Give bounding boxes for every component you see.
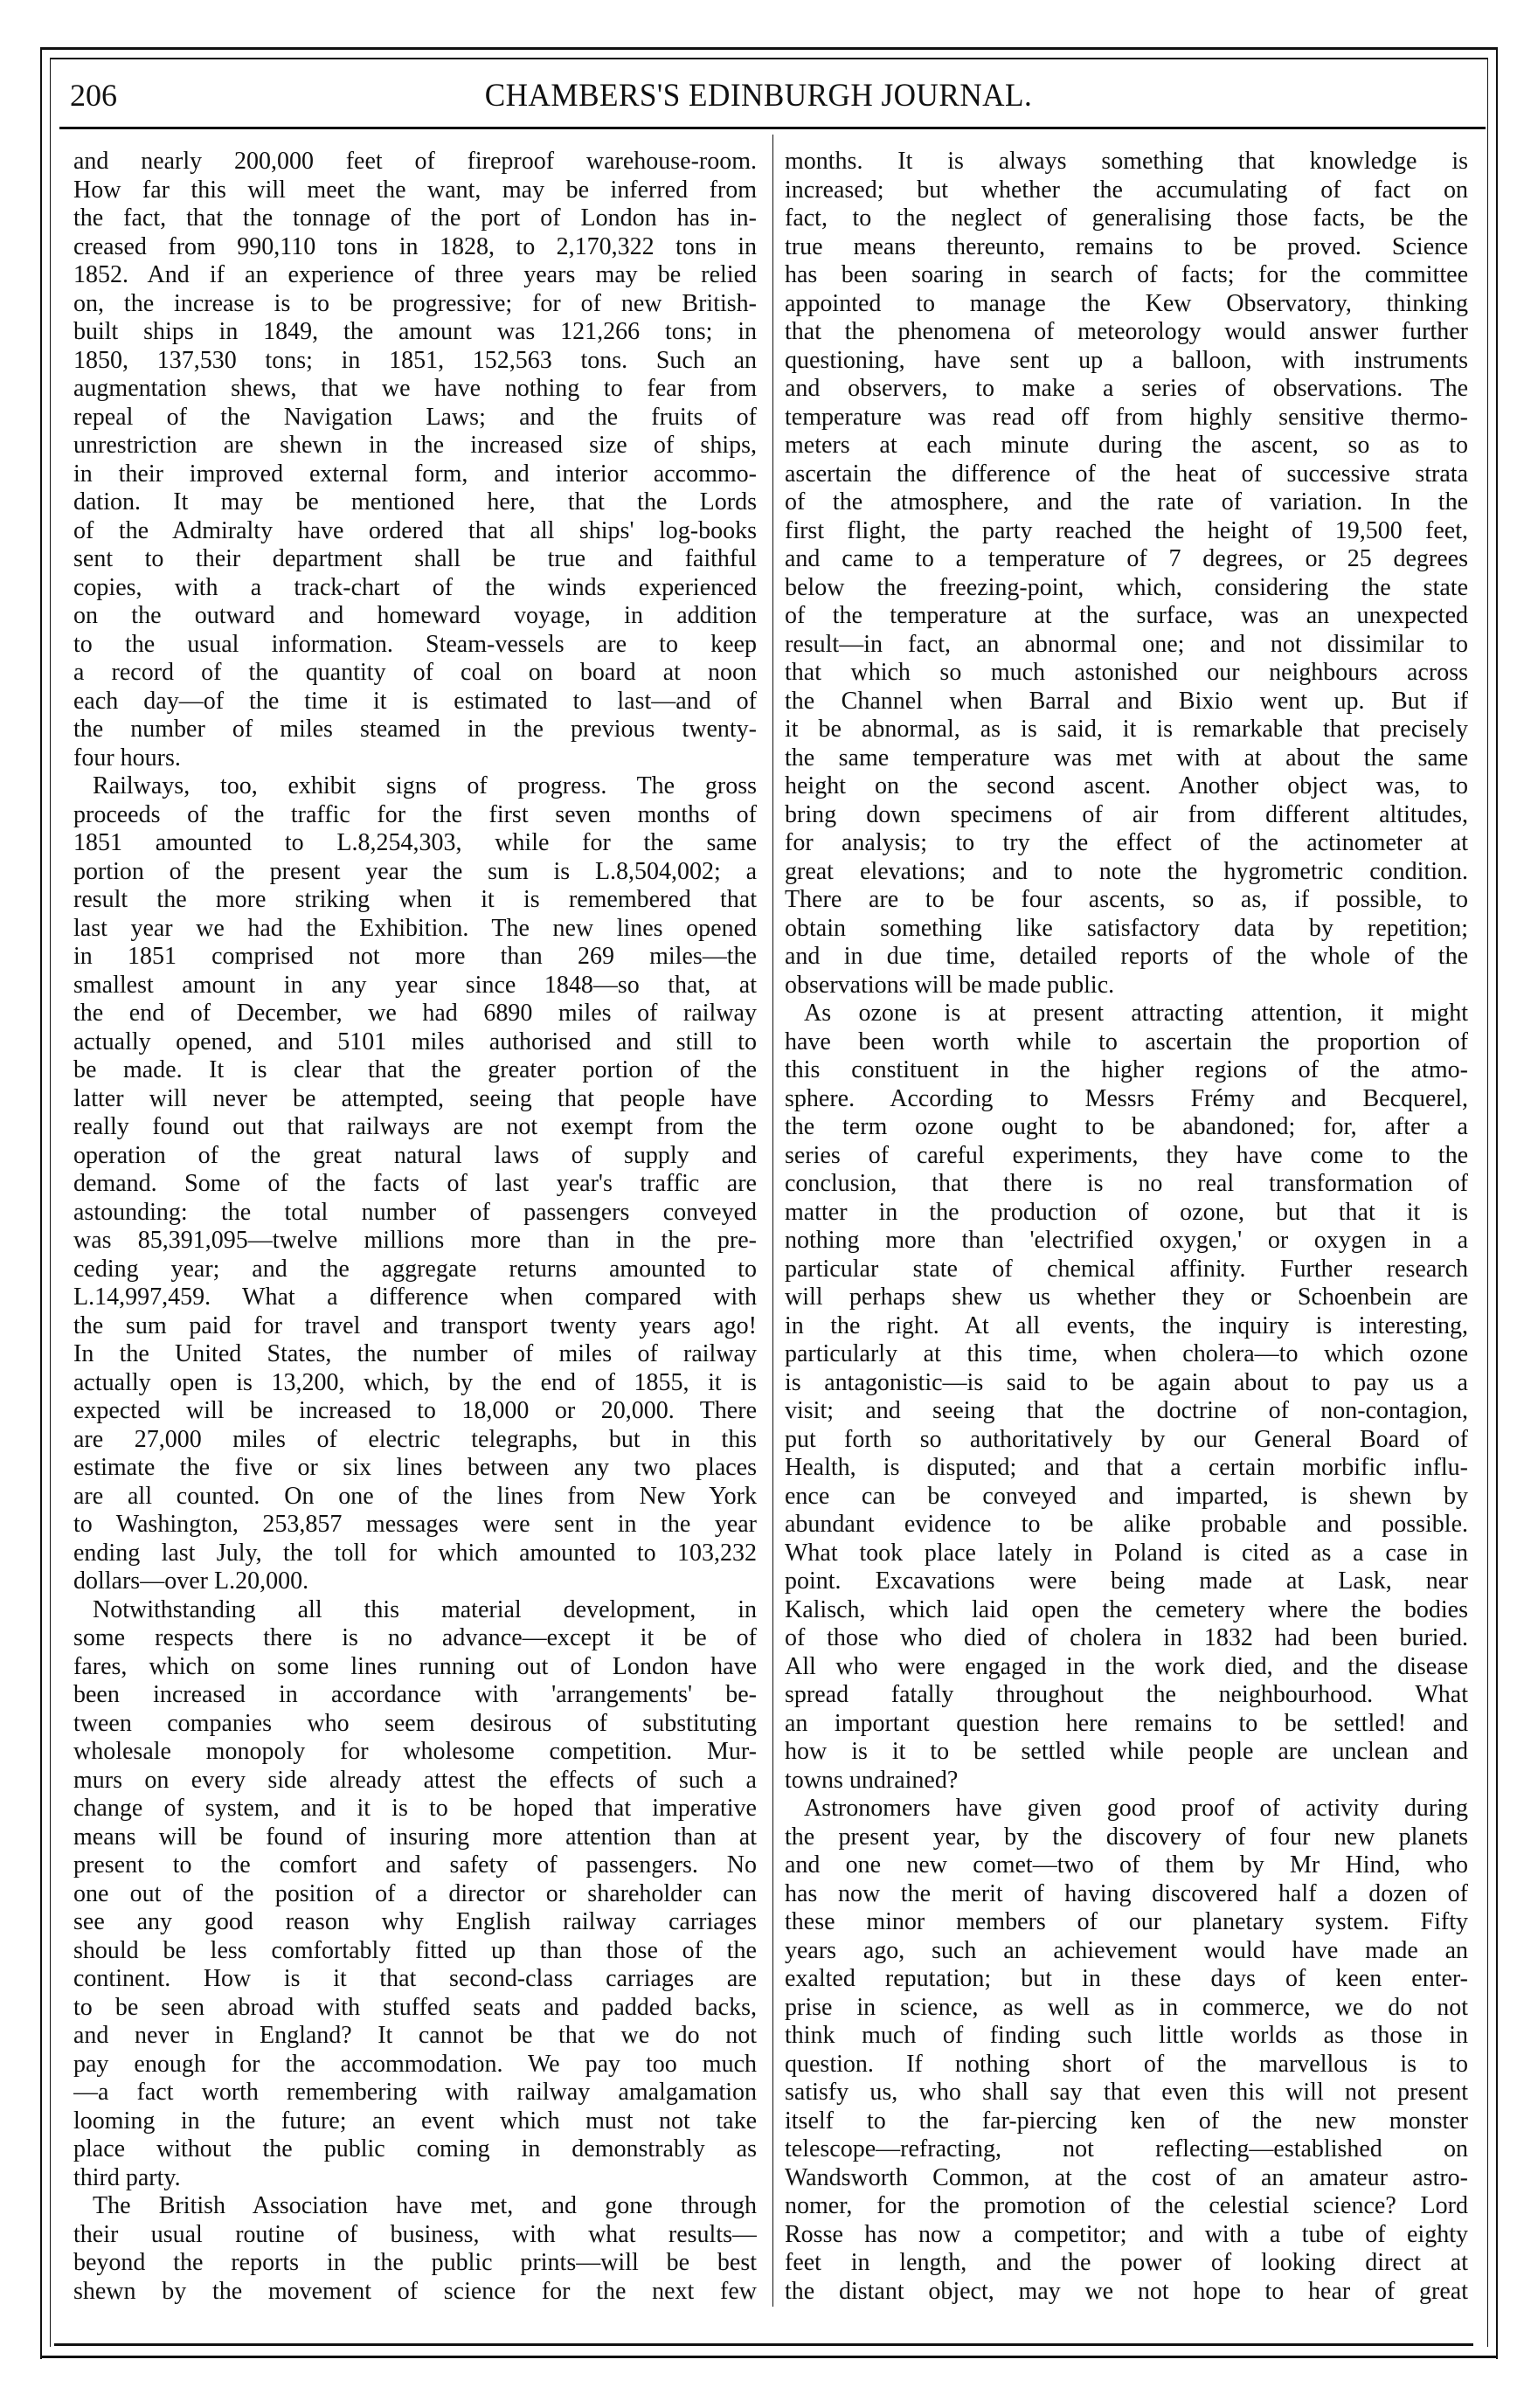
- text-line: have been worth while to ascertain the proportion of: [785, 1028, 1468, 1055]
- text-line: are 27,000 miles of electric telegraphs, but in this: [73, 1425, 757, 1453]
- text-line: and came to a temperature of 7 degrees, or 25 degrees: [785, 545, 1468, 572]
- text-line: increased; but whether the accumulating of fact on: [785, 176, 1468, 204]
- text-line: 1850, 137,530 tons; in 1851, 152,563 tons. Such an: [73, 346, 757, 374]
- text-line: four hours.: [73, 744, 181, 772]
- text-line: tween companies who seem desirous of substituting: [73, 1709, 757, 1737]
- text-line: the end of December, we had 6890 miles of railway: [73, 1000, 757, 1027]
- text-line: was 85,391,095—twelve millions more than in the pre-: [73, 1227, 757, 1254]
- text-line: months. It is always something that knowledge is: [785, 148, 1468, 175]
- frame-right-inner-rule: [1487, 58, 1488, 2347]
- text-line: dollars—over L.20,000.: [73, 1567, 309, 1595]
- text-line: first flight, the party reached the height of 19,500 feet,: [785, 516, 1468, 544]
- text-line: has now the merit of having discovered half a dozen of: [785, 1879, 1468, 1907]
- text-line: repeal of the Navigation Laws; and the fruits of: [73, 403, 757, 431]
- text-line: are all counted. On one of the lines from New York: [73, 1482, 757, 1510]
- text-line: pay enough for the accommodation. We pay too much: [73, 2050, 757, 2078]
- text-line: murs on every side already attest the effects of such a: [73, 1766, 757, 1794]
- text-line: each day—of the time it is estimated to last—and of: [73, 687, 757, 715]
- page-number: 206: [70, 78, 117, 113]
- text-line: —a fact worth remembering with railway amalgamation: [73, 2079, 757, 2106]
- text-line: present to the comfort and safety of passengers. No: [73, 1851, 757, 1879]
- text-line: for analysis; to try the effect of the actinometer at: [785, 829, 1468, 856]
- text-line: smallest amount in any year since 1848—so that, at: [73, 971, 757, 999]
- text-line: the sum paid for travel and transport twenty years ago!: [73, 1311, 757, 1339]
- text-line: to be seen abroad with stuffed seats and padded backs,: [73, 1993, 757, 2021]
- text-line: Railways, too, exhibit signs of progress. The gross: [93, 772, 757, 799]
- text-line: is antagonistic—is said to be again about to pay us a: [785, 1368, 1468, 1396]
- text-line: some respects there is no advance—except it be of: [73, 1624, 757, 1651]
- text-line: operation of the great natural laws of supply and: [73, 1141, 757, 1169]
- text-line: towns undrained?: [785, 1766, 959, 1794]
- text-line: nothing more than 'electrified oxygen,' or oxygen in a: [785, 1227, 1468, 1254]
- text-line: question. If nothing short of the marvellous is to: [785, 2050, 1468, 2078]
- text-line: satisfy us, who shall say that even this will not present: [785, 2079, 1468, 2106]
- text-line: itself to the far-piercing ken of the new monster: [785, 2107, 1468, 2135]
- paragraph: [73, 772, 757, 1596]
- text-line: dation. It may be mentioned here, that the Lords: [73, 488, 757, 516]
- text-line: conclusion, that there is no real transformation of: [785, 1170, 1468, 1197]
- paragraph: [785, 1795, 1468, 2306]
- text-line: exalted reputation; but in these days of keen enter-: [785, 1965, 1468, 1992]
- text-line: of those who died of cholera in 1832 had been buried.: [785, 1624, 1468, 1651]
- text-line: There are to be four ascents, so as, if possible, to: [785, 886, 1468, 913]
- frame-left-inner-rule: [50, 58, 51, 2347]
- text-line: been increased in accordance with 'arrangements' be-: [73, 1681, 757, 1708]
- text-line: matter in the production of ozone, but that it is: [785, 1198, 1468, 1226]
- paragraph: [73, 148, 757, 772]
- text-line: Kalisch, which laid open the cemetery where the bodies: [785, 1595, 1468, 1623]
- text-line: put forth so authoritatively by our General Board of: [785, 1425, 1468, 1453]
- text-line: 1851 amounted to L.8,254,303, while for the same: [73, 829, 757, 856]
- text-line: height on the second ascent. Another object was, to: [785, 772, 1468, 799]
- text-line: ence can be conveyed and imparted, is shewn by: [785, 1482, 1468, 1510]
- journal-title: CHAMBERS'S EDINBURGH JOURNAL.: [484, 78, 1033, 114]
- text-line: the distant object, may we not hope to hear of great: [785, 2277, 1468, 2305]
- text-line: below the freezing-point, which, considering the state: [785, 573, 1468, 601]
- text-line: one out of the position of a director or shareholder can: [73, 1879, 757, 1907]
- text-line: appointed to manage the Kew Observatory, thinking: [785, 289, 1468, 317]
- text-line: years ago, such an achievement would have made an: [785, 1936, 1468, 1964]
- text-line: ascertain the difference of the heat of successive strata: [785, 460, 1468, 488]
- text-line: nomer, for the promotion of the celestial science? Lord: [785, 2192, 1468, 2219]
- text-line: ceding year; and the aggregate returns amounted to: [73, 1255, 757, 1283]
- text-line: it be abnormal, as is said, it is remarkable that precisely: [785, 716, 1468, 743]
- text-line: Health, is disputed; and that a certain morbific influ-: [785, 1454, 1468, 1481]
- text-line: looming in the future; an event which must not take: [73, 2107, 757, 2135]
- text-line: true means thereunto, remains to be proved. Science: [785, 232, 1468, 260]
- text-line: in the right. At all events, the inquiry is interesting,: [785, 1311, 1468, 1339]
- text-line: to the usual information. Steam-vessels are to keep: [73, 630, 757, 658]
- text-line: means will be found of insuring more attention than at: [73, 1823, 757, 1851]
- text-line: that which so much astonished our neighbours across: [785, 659, 1468, 686]
- text-line: What took place lately in Poland is cited as a case in: [785, 1539, 1468, 1567]
- text-line: point. Excavations were being made at Lask, near: [785, 1567, 1468, 1595]
- text-line: How far this will meet the want, may be inferred from: [73, 176, 757, 204]
- text-line: this constituent in the higher regions of the atmo-: [785, 1056, 1468, 1083]
- text-line: In the United States, the number of miles of railway: [73, 1340, 757, 1367]
- text-line: and never in England? It cannot be that we do not: [73, 2022, 757, 2049]
- text-line: think much of finding such little worlds as those in: [785, 2022, 1468, 2049]
- text-line: series of careful experiments, they have come to the: [785, 1141, 1468, 1169]
- text-line: how is it to be settled while people are unclean and: [785, 1738, 1468, 1765]
- text-line: portion of the present year the sum is L.8,504,002; a: [73, 857, 757, 885]
- text-line: the present year, by the discovery of four new planets: [785, 1823, 1468, 1851]
- text-line: place without the public coming in demonstrably as: [73, 2135, 757, 2162]
- text-line: third party.: [73, 2163, 181, 2191]
- text-line: of the atmosphere, and the rate of variation. In the: [785, 488, 1468, 516]
- text-line: copies, with a track-chart of the winds experienced: [73, 573, 757, 601]
- text-line: will perhaps shew us whether they or Schoenbein are: [785, 1284, 1468, 1311]
- text-line: continent. How is it that second-class carriages are: [73, 1965, 757, 1992]
- text-line: shewn by the movement of science for the next few: [73, 2277, 757, 2305]
- text-line: unrestriction are shewn in the increased size of ships,: [73, 432, 757, 459]
- text-line: on the outward and homeward voyage, in addition: [73, 602, 757, 629]
- text-line: beyond the reports in the public prints—will be best: [73, 2249, 757, 2276]
- text-line: built ships in 1849, the amount was 121,266 tons; in: [73, 318, 757, 345]
- text-line: a record of the quantity of coal on board at noon: [73, 659, 757, 686]
- text-line: actually open is 13,200, which, by the end of 1855, it is: [73, 1368, 757, 1396]
- text-line: result—in fact, an abnormal one; and not dissimilar to: [785, 630, 1468, 658]
- text-line: sent to their department shall be true and faithful: [73, 545, 757, 572]
- frame-bottom-outer-rule: [40, 2356, 1496, 2358]
- text-line: L.14,997,459. What a difference when compared with: [73, 1284, 757, 1311]
- text-line: change of system, and it is to be hoped that imperative: [73, 1795, 757, 1822]
- paragraph: [73, 1596, 757, 2193]
- text-line: really found out that railways are not exempt from the: [73, 1113, 757, 1140]
- text-line: prise in science, as well as in commerce, we do not: [785, 1993, 1468, 2021]
- text-line: great elevations; and to note the hygrometric condition.: [785, 857, 1468, 885]
- text-line: and one new comet—two of them by Mr Hind, who: [785, 1851, 1468, 1879]
- text-line: All who were engaged in the work died, and the disease: [785, 1652, 1468, 1680]
- text-line: particular state of chemical affinity. Further research: [785, 1255, 1468, 1283]
- text-line: estimate the five or six lines between any two places: [73, 1454, 757, 1481]
- text-line: 1852. And if an experience of three years may be relied: [73, 261, 757, 288]
- text-line: proceeds of the traffic for the first seven months of: [73, 800, 757, 828]
- text-line: Notwithstanding all this material development, in: [93, 1595, 757, 1623]
- text-line: particularly at this time, when cholera—to which ozone: [785, 1340, 1468, 1367]
- text-line: visit; and seeing that the doctrine of non-contagion,: [785, 1397, 1468, 1424]
- text-line: their usual routine of business, with what results—: [73, 2220, 757, 2248]
- text-line: wholesale monopoly for wholesome competition. Mur-: [73, 1738, 757, 1765]
- text-line: telescope—refracting, not reflecting—established on: [785, 2135, 1468, 2162]
- text-line: sphere. According to Messrs Frémy and Becquerel,: [785, 1084, 1468, 1112]
- text-line: should be less comfortably fitted up than those of the: [73, 1936, 757, 1964]
- frame-top-outer-rule: [41, 47, 1497, 50]
- text-line: in their improved external form, and interior accommo-: [73, 460, 757, 488]
- text-line: spread fatally throughout the neighbourhood. What: [785, 1681, 1468, 1708]
- text-line: has been soaring in search of facts; for the committee: [785, 261, 1468, 288]
- header-rule: [59, 127, 1486, 129]
- text-line: obtain something like satisfactory data by repetition;: [785, 914, 1468, 942]
- text-line: and nearly 200,000 feet of fireproof warehouse-room.: [73, 148, 757, 175]
- right-column: [785, 148, 1468, 2306]
- paragraph: [785, 148, 1468, 1000]
- text-line: of the Admiralty have ordered that all ships' log-books: [73, 516, 757, 544]
- text-line: meters at each minute during the ascent, so as to: [785, 432, 1468, 459]
- text-line: As ozone is at present attracting attention, it might: [804, 1000, 1468, 1027]
- text-line: observations will be made public.: [785, 971, 1115, 999]
- frame-bottom-inner-rule: [54, 2343, 1473, 2346]
- text-line: Wandsworth Common, at the cost of an amateur astro-: [785, 2163, 1468, 2191]
- text-line: creased from 990,110 tons in 1828, to 2,170,322 tons in: [73, 232, 757, 260]
- text-line: last year we had the Exhibition. The new lines opened: [73, 914, 757, 942]
- text-line: Rosse has now a competitor; and with a tube of eighty: [785, 2220, 1468, 2248]
- column-divider: [772, 135, 773, 2307]
- text-line: on, the increase is to be progressive; for of new British-: [73, 289, 757, 317]
- text-line: the term ozone ought to be abandoned; for, after a: [785, 1113, 1468, 1140]
- text-line: the same temperature was met with at about the same: [785, 744, 1468, 772]
- text-line: feet in length, and the power of looking direct at: [785, 2249, 1468, 2276]
- paragraph: [73, 2192, 757, 2306]
- text-line: expected will be increased to 18,000 or 20,000. There: [73, 1397, 757, 1424]
- text-line: that the phenomena of meteorology would answer further: [785, 318, 1468, 345]
- text-line: abundant evidence to be alike probable and possible.: [785, 1511, 1468, 1538]
- text-line: augmentation shews, that we have nothing to fear from: [73, 375, 757, 402]
- text-line: result the more striking when it is remembered that: [73, 886, 757, 913]
- frame-right-outer-rule: [1496, 47, 1498, 2359]
- text-line: The British Association have met, and gone through: [93, 2192, 757, 2219]
- text-line: these minor members of our planetary system. Fifty: [785, 1908, 1468, 1935]
- text-line: and in due time, detailed reports of the whole of the: [785, 943, 1468, 970]
- text-line: fact, to the neglect of generalising those facts, be the: [785, 204, 1468, 232]
- text-line: the Channel when Barral and Bixio went up. But if: [785, 687, 1468, 715]
- paragraph: [785, 1000, 1468, 1795]
- text-line: ending last July, the toll for which amounted to 103,232: [73, 1539, 757, 1567]
- text-line: actually opened, and 5101 miles authorised and still to: [73, 1028, 757, 1055]
- text-line: questioning, have sent up a balloon, with instruments: [785, 346, 1468, 374]
- text-line: astounding: the total number of passengers conveyed: [73, 1198, 757, 1226]
- text-line: to Washington, 253,857 messages were sent in the year: [73, 1511, 757, 1538]
- text-line: be made. It is clear that the greater portion of the: [73, 1056, 757, 1083]
- left-column: [73, 148, 757, 2306]
- frame-top-inner-rule: [50, 58, 1488, 59]
- text-line: Astronomers have given good proof of activity during: [804, 1795, 1468, 1822]
- text-line: see any good reason why English railway carriages: [73, 1908, 757, 1935]
- text-line: demand. Some of the facts of last year's traffic are: [73, 1170, 757, 1197]
- text-line: of the temperature at the surface, was an unexpected: [785, 602, 1468, 629]
- text-line: and observers, to make a series of observations. The: [785, 375, 1468, 402]
- text-line: latter will never be attempted, seeing that people have: [73, 1084, 757, 1112]
- text-line: bring down specimens of air from different altitudes,: [785, 800, 1468, 828]
- text-line: fares, which on some lines running out of London have: [73, 1652, 757, 1680]
- text-line: an important question here remains to be settled! and: [785, 1709, 1468, 1737]
- text-line: temperature was read off from highly sensitive thermo-: [785, 403, 1468, 431]
- text-line: the number of miles steamed in the previous twenty-: [73, 716, 757, 743]
- text-line: the fact, that the tonnage of the port of London has in-: [73, 204, 757, 232]
- text-line: in 1851 comprised not more than 269 miles—the: [73, 943, 757, 970]
- frame-left-outer-rule: [40, 47, 42, 2359]
